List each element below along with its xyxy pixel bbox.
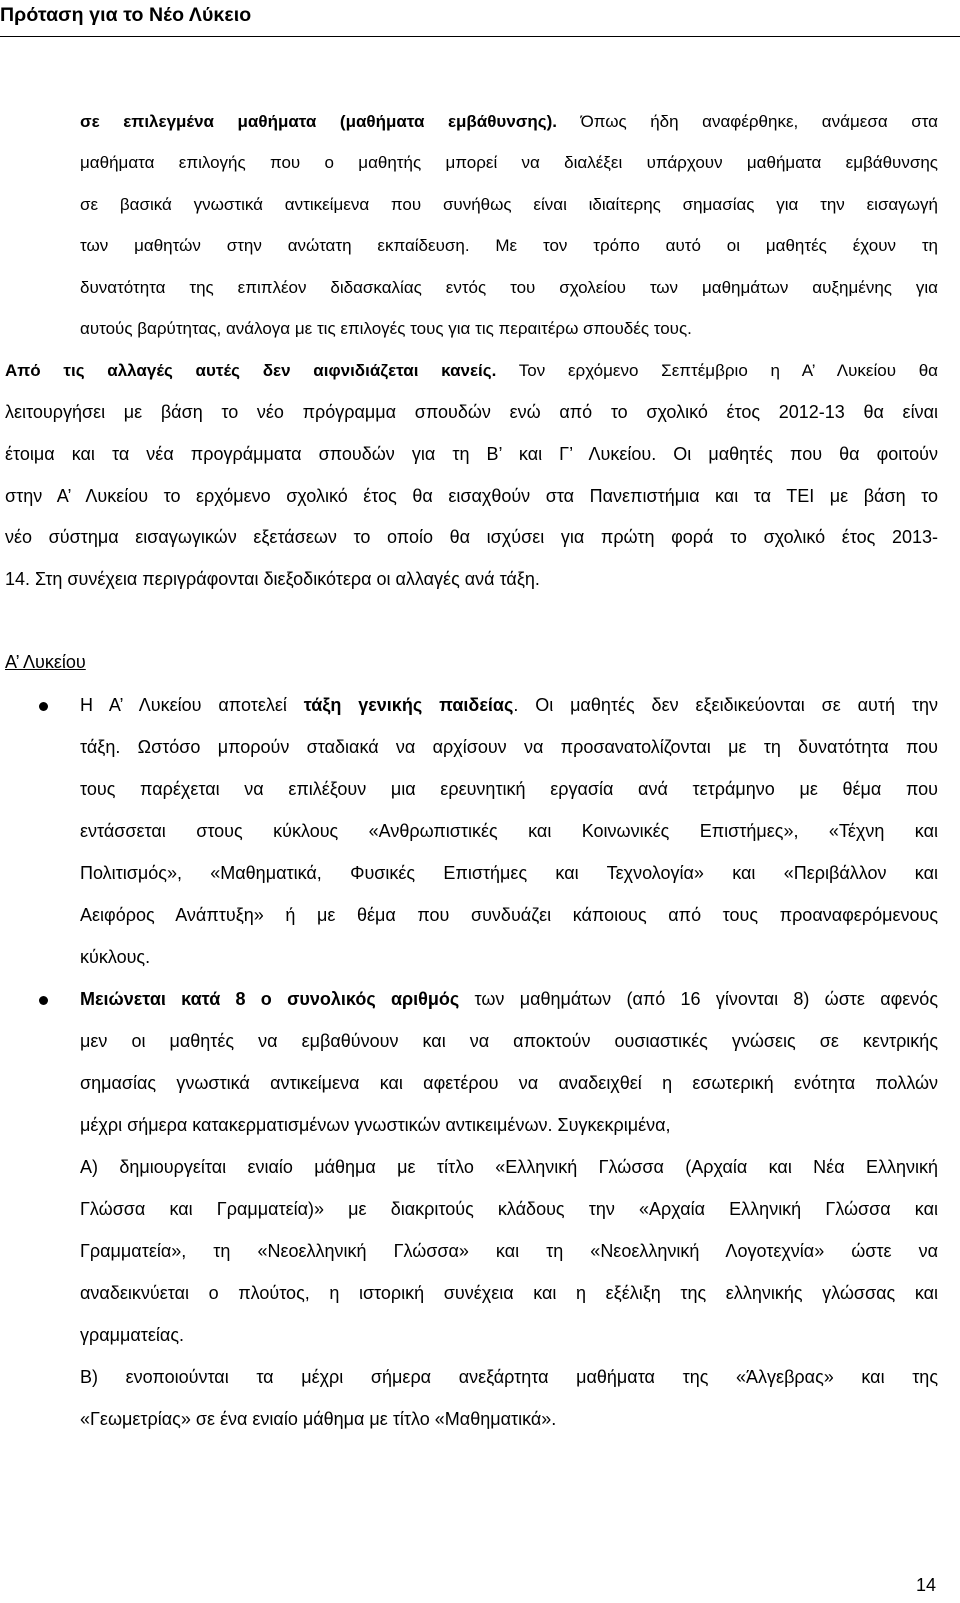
bullet2-line-6: Γλώσσα και Γραμματεία)» με διακριτούς κλάδους την «Αρχαία Ελληνική Γλώσσα και	[80, 1199, 938, 1219]
bullet1-line-1: Η Α’ Λυκείου αποτελεί τάξη γενικής παιδείας. Οι μαθητές δεν εξειδικεύονται σε αυτή την	[80, 695, 938, 715]
bullet2-line-7: Γραμματεία», τη «Νεοελληνική Γλώσσα» και τη «Νεοελληνική Λογοτεχνία» ώστε να	[80, 1241, 938, 1261]
changes-line-3: έτοιμα και τα νέα προγράμματα σπουδών για τη Β’ και Γ’ Λυκείου. Οι μαθητές που θα φοιτούν	[5, 444, 938, 464]
changes-line-5: νέο σύστημα εισαγωγικών εξετάσεων το οποίο θα ισχύσει για πρώτη φορά το σχολικό έτος 2013-	[5, 527, 938, 547]
bullet1-line-2: τάξη. Ωστόσο μπορούν σταδιακά να αρχίσουν να προσανατολίζονται με τη δυνατότητα που	[80, 737, 938, 757]
intro-line-2: μαθήματα επιλογής που ο μαθητής μπορεί να διαλέξει υπάρχουν μαθήματα εμβάθυνσης	[80, 153, 938, 172]
bullet-marker-2	[39, 996, 48, 1005]
changes-line-1: Από τις αλλαγές αυτές δεν αιφνιδιάζεται κανείς. Τον ερχόμενο Σεπτέμβριο η Α’ Λυκείου θα	[5, 361, 938, 380]
bullet2-line-1: Μειώνεται κατά 8 ο συνολικός αριθμός των μαθημάτων (από 16 γίνονται 8) ώστε αφενός	[80, 989, 938, 1009]
header-title: Πρόταση για το Νέο Λύκειο	[0, 4, 252, 26]
intro-line-3: σε βασικά γνωστικά αντικείμενα που συνήθως είναι ιδιαίτερης σημασίας για την εισαγωγή	[80, 195, 938, 214]
bullet1-line-5: Πολιτισμός», «Μαθηματικά, Φυσικές Επιστήμες και Τεχνολογία» και «Περιβάλλον και	[80, 863, 938, 883]
section-heading: Α’ Λυκείου	[5, 652, 86, 672]
intro-line-6: αυτούς βαρύτητας, ανάλογα με τις επιλογές τους για τις περαιτέρω σπουδές τους.	[80, 319, 692, 338]
intro-line-4: των μαθητών στην ανώτατη εκπαίδευση. Με τον τρόπο αυτό οι μαθητές έχουν τη	[80, 236, 938, 255]
changes-line-4: στην Α’ Λυκείου το ερχόμενο σχολικό έτος θα εισαχθούν στα Πανεπιστήμια και τα ΤΕΙ με βάση το	[5, 486, 938, 506]
bullet2-line-4: μέχρι σήμερα κατακερματισμένων γνωστικών αντικειμένων. Συγκεκριμένα,	[80, 1115, 671, 1135]
bullet-marker-1	[39, 702, 48, 711]
intro-line-5: δυνατότητα της επιπλέον διδασκαλίας εντός του σχολείου των μαθημάτων αυξημένης για	[80, 278, 938, 297]
changes-line-2: λειτουργήσει με βάση το νέο πρόγραμμα σπουδών ενώ από το σχολικό έτος 2012-13 θα είναι	[5, 402, 938, 422]
page-header	[0, 0, 960, 37]
bullet2-line-9: γραμματείας.	[80, 1325, 185, 1345]
intro-line-1: σε επιλεγμένα μαθήματα (μαθήματα εμβάθυνσης). Όπως ήδη αναφέρθηκε, ανάμεσα στα	[80, 112, 938, 131]
bullet2-line-8: αναδεικνύεται ο πλούτος, η ιστορική συνέχεια και η εξέλιξη της ελληνικής γλώσσας και	[80, 1283, 938, 1303]
bullet1-line-7: κύκλους.	[80, 947, 151, 967]
bullet2-line-3: σημασίας γνωστικά αντικείμενα και αφετέρου να αναδειχθεί η εσωτερική ενότητα πολλών	[80, 1073, 938, 1093]
bullet2-line-10: Β) ενοποιούνται τα μέχρι σήμερα ανεξάρτητα μαθήματα της «Άλγεβρας» και της	[80, 1367, 938, 1387]
changes-line-6: 14. Στη συνέχεια περιγράφονται διεξοδικότερα οι αλλαγές ανά τάξη.	[5, 569, 540, 589]
bullet1-line-4: εντάσσεται στους κύκλους «Ανθρωπιστικές και Κοινωνικές Επιστήμες», «Τέχνη και	[80, 821, 938, 841]
header-rule	[0, 36, 960, 37]
bullet1-line-3: τους παρέχεται να επιλέξουν μια ερευνητική εργασία ανά τετράμηνο με θέμα που	[80, 779, 938, 799]
bullet2-line-5: Α) δημιουργείται ενιαίο μάθημα με τίτλο «Ελληνική Γλώσσα (Αρχαία και Νέα Ελληνική	[80, 1157, 938, 1177]
bullet1-line-6: Αειφόρος Ανάπτυξη» ή με θέμα που συνδυάζει κάποιους από τους προαναφερόμενους	[80, 905, 938, 925]
bullet2-line-2: μεν οι μαθητές να εμβαθύνουν και να αποκτούν ουσιαστικές γνώσεις σε κεντρικής	[80, 1031, 938, 1051]
bullet2-line-11: «Γεωμετρίας» σε ένα ενιαίο μάθημα με τίτλο «Μαθηματικά».	[80, 1409, 557, 1429]
page-number: 14	[915, 1575, 936, 1595]
